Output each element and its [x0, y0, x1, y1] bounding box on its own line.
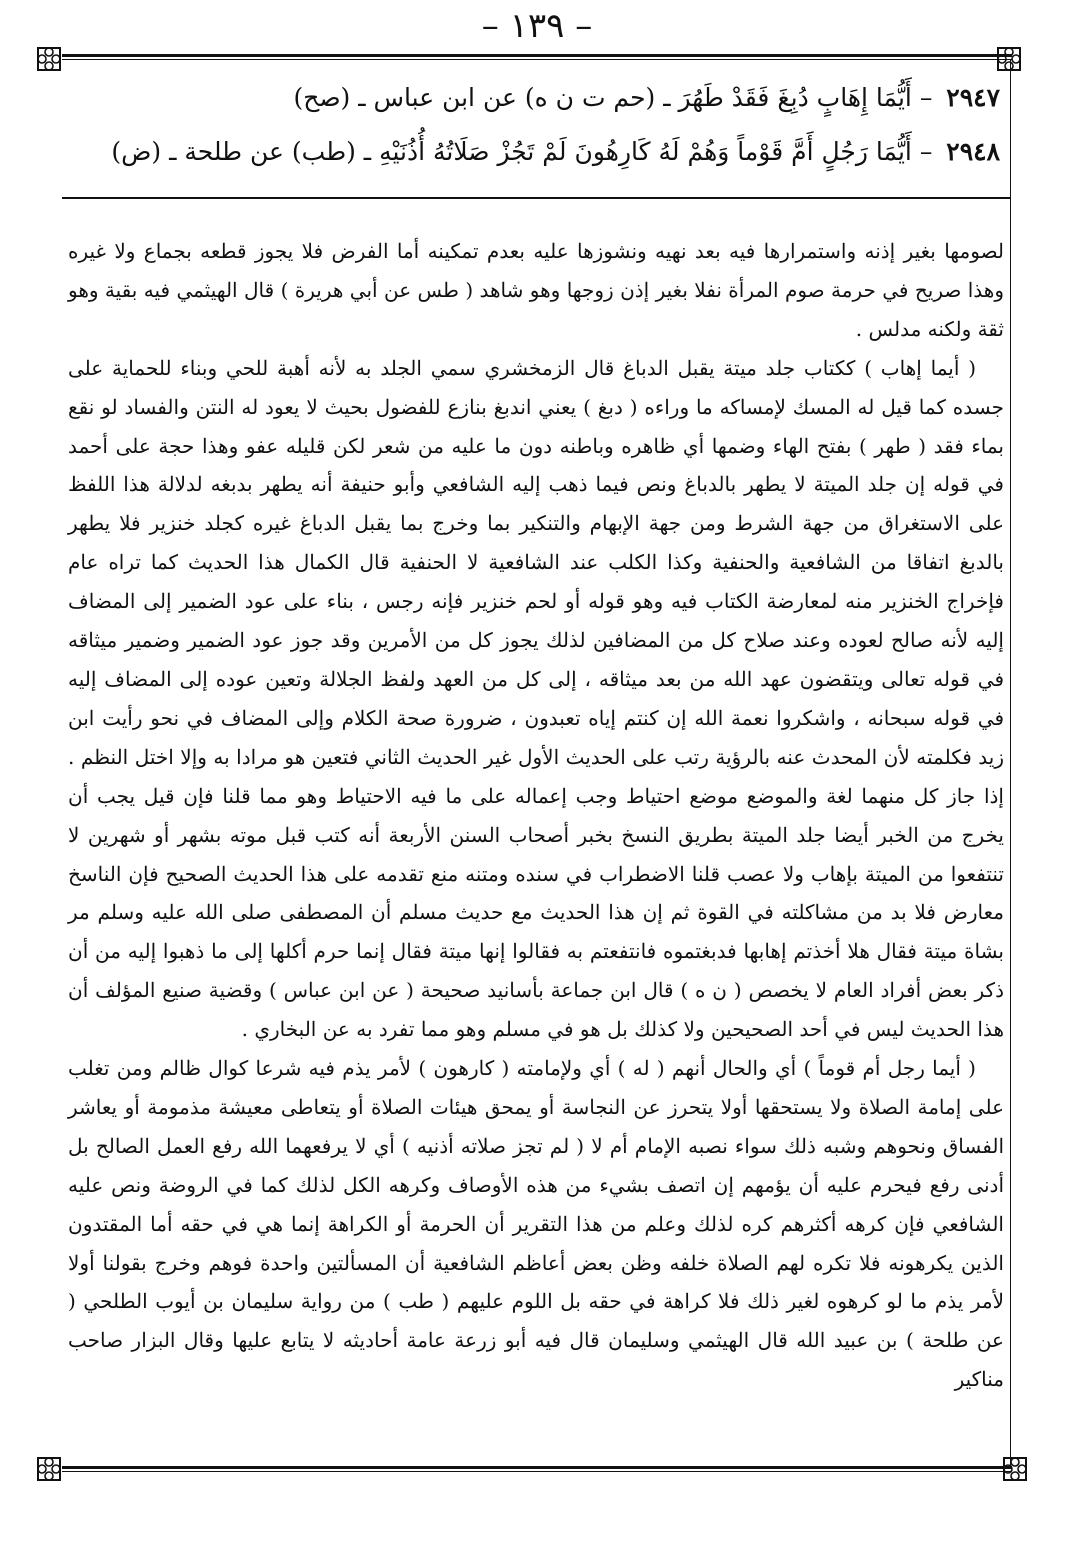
page-number: – ١٣٩ – — [481, 6, 593, 46]
hadith-entry — [111, 130, 1000, 174]
corner-ornament-icon — [994, 44, 1024, 74]
hadith-number: ٢٩٤٨ — [946, 137, 1000, 166]
commentary-paragraph: ( أيما إهاب ) ككتاب جلد ميتة يقبل الدباغ قال الزمخشري سمي الجلد به لأنه أهبة للحي وبناء للحماية على جسده كما قيل له المسك لإمساكه ما وراءه ( دبغ ) يعني اندبغ بنازع للفضول بحيث لا يعود له النتن والفساد لو نقع بماء فقد ( طهر ) بفتح الهاء وضمها أي ظاهره وباطنه دون ما عليه من شعر لكن قليله عفو وهذا حجة على أحمد في قوله إن جلد الميتة لا يطهر بالدباغ ونص فيما ذهب إليه الشافعي وأبو حنيفة أنه يطهر بدبغه لدلالة هذا اللفظ على الاستغراق من جهة الشرط ومن جهة الإبهام والتنكير بما وخرج بما يقبل الدباغ غيره كجلد خنزير فلا يطهر بالدبغ اتفاقا من الشافعية والحنفية وكذا الكلب عند الشافعية لا الحنفية قال الكمال هذا الحديث كما تراه عام فإخراج الخنزير منه لمعارضة الكتاب فيه وهو قوله أو لحم خنزير فإنه رجس ، بناء على عود الضمير إلى المضاف إليه لأنه صالح لعوده وعند صلاح كل من المضافين لذلك يجوز كل من الأمرين وقد جوز عود الضمير وضمير ميثاقه في قوله تعالى ويتقضون عهد الله من بعد ميثاقه ، إلى كل من العهد ولفظ الجلالة وتعين عوده إلى المضاف إليه في قوله سبحانه ، واشكروا نعمة الله إن كنتم إياه تعبدون ، ضرورة صحة الكلام وإلى المضاف في نحو رأيت ابن زيد فكلمته لأن المحدث عنه بالرؤية رتب على الحديث الأول غير الحديث الثاني فتعين هو مرادا به وإلا اختل النظم . إذا جاز كل منهما لغة والموضع موضع احتياط وجب إعماله على ما فيه الاحتياط وهو مما قلنا فإن قيل يجب أن يخرج من الخبر أيضا جلد الميتة بطريق النسخ بخبر أصحاب السنن الأربعة أنه كتب قبل موته بشهر أو شهرين لا تنتفعوا من الميتة بإهاب ولا عصب قلنا الاضطراب في سنده ومتنه منع تقدمه على هذا الحديث الصحيح فإن الناسخ معارض فلا بد من مشاكلته في القوة ثم إن هذا الحديث مع حديث مسلم أن المصطفى صلى الله عليه وسلم مر بشاة ميتة فقال هلا أخذتم إهابها فدبغتموه فانتفعتم به فقالوا إنها ميتة فقال إنما حرم أكلها إلى ما ذهبوا إليه من أن ذكر بعض أفراد العام لا يخصص ( ن ه ) قال ابن جماعة بأسانيد صحيحة ( عن ابن عباس ) وقضية صنيع المؤلف أن هذا الحديث ليس في أحد الصحيحين ولا كذلك بل هو في مسلم وهو مما تفرد به عن البخاري . — [68, 355, 1005, 1042]
commentary-paragraph: لصومها بغير إذنه واستمرارها فيه بعد نهيه ونشوزها عليه بعدم تمكينه أما الفرض فلا يجوز قطعه بجماع ولا غيره وهذا صريح في حرمة صوم المرأة نفلا بغير إذن زوجها وهو شاهد ( طس عن أبي هريرة ) قال الهيثمي فيه بقية وهو ثقة ولكنه مدلس . — [68, 239, 1005, 341]
bottom-border — [62, 1466, 1012, 1469]
corner-ornament-icon — [34, 1454, 64, 1484]
commentary-body — [68, 232, 1004, 1399]
hadith-number: ٢٩٤٧ — [946, 83, 1000, 112]
bottom-border-inner — [62, 1471, 1012, 1472]
hadith-text: – أَيُّمَا إِهَابٍ دُبِغَ فَقَدْ طَهُرَ ـ (حم ت ن ه) عن ابن عباس ـ (صح) — [293, 83, 933, 112]
top-border-inner — [62, 59, 1012, 60]
commentary-paragraph: ( أيما رجل أم قوماً ) أي والحال أنهم ( له ) أي ولإمامته ( كارهون ) لأمر يذم فيه شرعا كوال ظالم ومن تغلب على إمامة الصلاة ولا يستحقها أولا يتحرز عن النجاسة أو يمحق هيئات الصلاة أو يتعاطى معيشة مذمومة أو يعاشر الفساق ونحوهم وشبه ذلك سواء نصبه الإمام أم لا ( لم تجز صلاته أذنيه ) أي لا يرفعهما الله رفع العمل الصالح بل أدنى رفع فيحرم عليه أن يؤمهم إن اتصف بشيء من هذه الأوصاف وكرهه الكل لذلك كما في الروضة ونص عليه الشافعي فإن كرهه أكثرهم كره لذلك وعلم من هذا التقرير أن الحرمة أو الكراهة إنما هي في حقه أما المقتدون الذين يكرهونه فلا تكره لهم الصلاة خلفه وظن بعض أعاظم الشافعية أن المسألتين واحدة فوهم وخرج بقولنا أولا لأمر يذم ما لو كرهوه لغير ذلك فلا كراهة في حقه بل اللوم عليهم ( طب ) من رواية سليمان بن أيوب الطلحي ( عن طلحة ) بن عبيد الله قال الهيثمي وسليمان قال فيه أبو زرعة عامة أحاديثه لا يتابع عليها وقال البزار صاحب مناكير — [68, 1056, 1005, 1392]
top-border — [62, 54, 1012, 57]
hadith-text: – أَيُّمَا رَجُلٍ أَمَّ قَوْماً وَهُمْ لَهُ كَارِهُونَ لَمْ تَجُزْ صَلَاتُهُ أُذُنَيْهِ ـ (طب) عن طلحة ـ (ض) — [111, 137, 933, 166]
corner-ornament-icon — [1000, 1454, 1030, 1484]
hadith-entry — [120, 76, 1000, 120]
section-divider — [62, 197, 1010, 199]
corner-ornament-icon — [34, 44, 64, 74]
hadith-list — [111, 72, 1000, 184]
right-border — [1010, 60, 1011, 1466]
